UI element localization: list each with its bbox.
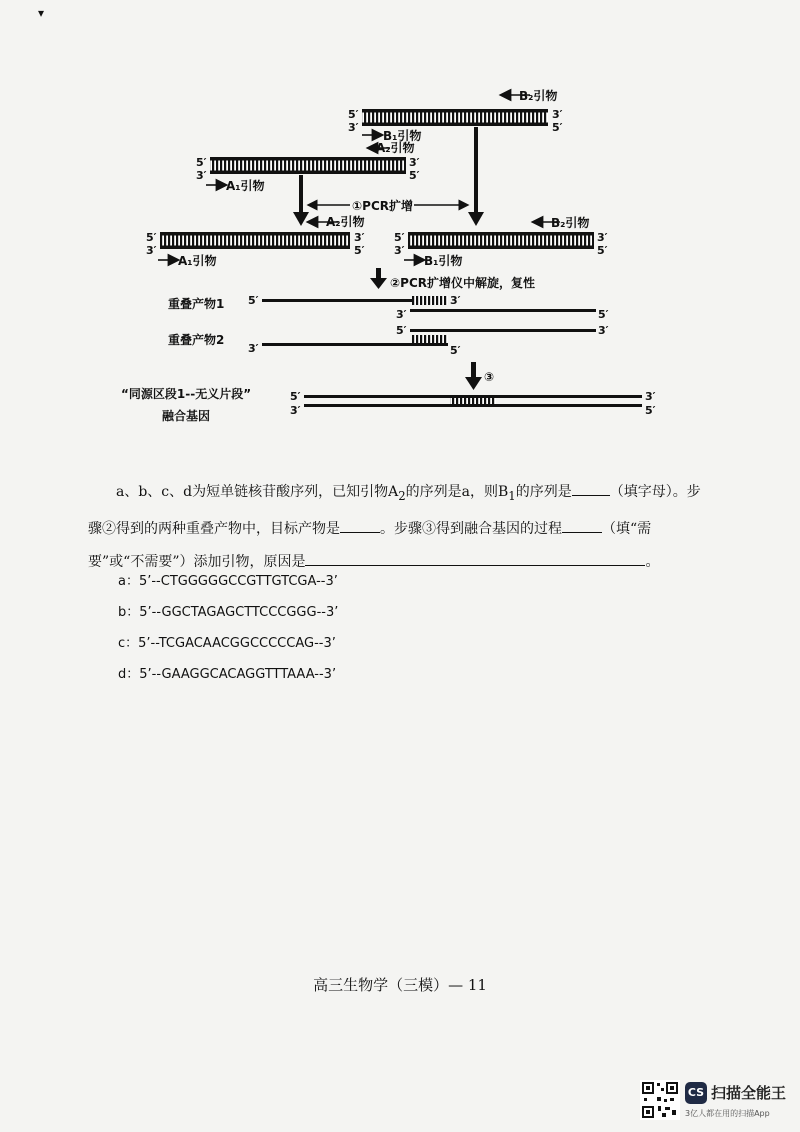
sequence-c: c：5’--TCGACAACGGCCCCCAG--3’: [118, 636, 336, 651]
end-3-label: 3′: [394, 244, 405, 257]
end-5-label: 5′: [597, 244, 608, 257]
end-5-label: 5′: [598, 308, 609, 321]
end-5-label: 5′: [248, 294, 259, 307]
sequence-a: a：5’--CTGGGGGCCGTTGTCGA--3’: [118, 574, 338, 589]
end-5-label: 5′: [354, 244, 365, 257]
step3-label: ③: [484, 370, 495, 384]
end-3-label: 3′: [146, 244, 157, 257]
end-5-label: 5′: [409, 169, 420, 182]
b1-primer-label-top: B₁引物: [383, 129, 422, 143]
scanner-watermark: [640, 1080, 790, 1124]
dsdna-b-amplified: [408, 232, 594, 249]
answer-blank-4[interactable]: [305, 547, 645, 566]
dsdna-a-top: [210, 157, 406, 174]
end-5-label: 5′: [196, 156, 207, 169]
fusion-label-line2: 融合基因: [162, 409, 211, 423]
end-3-label: 3′: [354, 231, 365, 244]
a1-primer-label-top: A₁引物: [226, 179, 265, 193]
end-5-label: 5′: [552, 121, 563, 134]
a2-primer-label-top: A₂引物: [376, 141, 415, 155]
end-3-label: 3′: [290, 404, 301, 417]
page-footer: 高三生物学（三模）— 11: [313, 976, 487, 994]
overlap-product-2-label: 重叠产物2: [168, 333, 225, 347]
b2-primer-label-mid: B₂引物: [551, 216, 590, 230]
question-text: a、b、c、d为短单链核苷酸序列，已知引物$A_2$的序列是a，则$B_1$的序列是 （填字母）。步 骤②得到的两种重叠产物中，目标产物是 。步骤③得到融合基因的过程 （填“需 要”或“不需要”）添加引物，原因是 。: [88, 476, 720, 579]
dsdna-a-amplified: [160, 232, 350, 249]
sequence-list: [118, 566, 338, 690]
end-5-label: 5′: [645, 404, 656, 417]
answer-blank-3[interactable]: [562, 514, 602, 533]
pcr-fusion-diagram: [0, 0, 800, 440]
answer-blank-1[interactable]: [572, 477, 610, 496]
scanner-tagline: 3亿人都在用的扫描App: [685, 1109, 770, 1118]
end-3-label: 3′: [196, 169, 207, 182]
end-3-label: 3′: [645, 390, 656, 403]
b2-primer-label-top: B₂引物: [519, 89, 558, 103]
end-3-label: 3′: [409, 156, 420, 169]
overlap-product-1-label: 重叠产物1: [168, 297, 225, 311]
a2-primer-label-mid: A₂引物: [326, 215, 365, 229]
end-3-label: 3′: [597, 231, 608, 244]
qr-code-icon: [640, 1080, 680, 1120]
a1-primer-label-mid: A₁引物: [178, 254, 217, 268]
end-5-label: 5′: [450, 344, 461, 357]
dsdna-b-top: [362, 109, 548, 126]
end-3-label: 3′: [598, 324, 609, 337]
end-5-label: 5′: [348, 108, 359, 121]
answer-blank-2[interactable]: [340, 514, 380, 533]
end-3-label: 3′: [396, 308, 407, 321]
end-3-label: 3′: [248, 342, 259, 355]
step1-label: ①PCR扩增: [352, 199, 414, 213]
end-3-label: 3′: [450, 294, 461, 307]
camscanner-logo-icon: CS: [685, 1082, 707, 1104]
scanner-brand: 扫描全能王: [711, 1084, 787, 1102]
end-5-label: 5′: [290, 390, 301, 403]
end-3-label: 3′: [348, 121, 359, 134]
end-5-label: 5′: [394, 231, 405, 244]
sequence-b: b：5’--GGCTAGAGCTTCCCGGG--3’: [118, 605, 339, 620]
fusion-label-line1: “同源区段1--无义片段”: [121, 387, 252, 401]
b1-primer-label-mid: B₁引物: [424, 254, 463, 268]
step2-label: ②PCR扩增仪中解旋，复性: [390, 276, 536, 290]
end-3-label: 3′: [552, 108, 563, 121]
page-corner-mark: ▾: [38, 6, 45, 20]
end-5-label: 5′: [146, 231, 157, 244]
end-5-label: 5′: [396, 324, 407, 337]
sequence-d: d：5’--GAAGGCACAGGTTTAAA--3’: [118, 667, 337, 682]
